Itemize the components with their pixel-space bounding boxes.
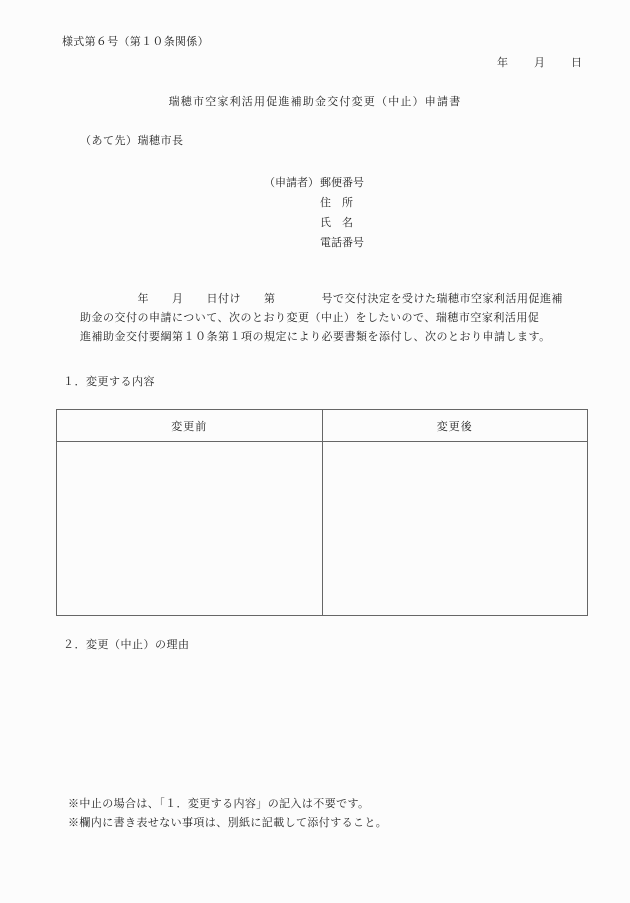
name-label: 氏 名: [320, 216, 353, 229]
before-content-cell[interactable]: [57, 442, 323, 616]
body-line-3: 進補助金交付要綱第１０条第１項の規定により必要書類を添付し、次のとおり申請します。: [80, 330, 551, 343]
date-year-label: 年: [497, 56, 508, 69]
note-1: ※中止の場合は、「１．変更する内容」の記入は不要です。: [68, 797, 370, 810]
postal-code-label: 郵便番号: [320, 176, 364, 189]
body-line-1: 年 月 日付け 第 号で交付決定を受けた瑞穂市空家利活用促進補: [80, 292, 563, 305]
notes: [68, 797, 387, 835]
section-2-heading: ２．変更（中止）の理由: [63, 638, 190, 651]
addressee: （あて先）瑞穂市長: [80, 134, 184, 147]
applicant-label: （申請者）: [264, 176, 319, 189]
reason-content-area[interactable]: [63, 660, 588, 780]
form-number: 様式第６号（第１０条関係）: [62, 35, 209, 48]
after-content-cell[interactable]: [322, 442, 588, 616]
body-line-2: 助金の交付の申請について、次のとおり変更（中止）をしたいので、瑞穂市空家利活用促: [80, 311, 540, 324]
phone-label: 電話番号: [320, 236, 364, 249]
document-title: 瑞穂市空家利活用促進補助金交付変更（中止）申請書: [168, 95, 462, 108]
body-paragraph: [80, 292, 600, 349]
change-content-table: [56, 409, 588, 616]
date-day-label: 日: [571, 56, 582, 69]
note-2: ※欄内に書き表せない事項は、別紙に記載して添付すること。: [68, 816, 388, 829]
address-label: 住 所: [320, 196, 353, 209]
applicant-fields: [320, 176, 364, 256]
table-row: [57, 442, 588, 616]
section-1-heading: １．変更する内容: [63, 375, 155, 388]
column-header-before: 変更前: [57, 410, 323, 442]
date-month-label: 月: [534, 56, 545, 69]
column-header-after: 変更後: [322, 410, 588, 442]
date-line: [497, 56, 582, 70]
